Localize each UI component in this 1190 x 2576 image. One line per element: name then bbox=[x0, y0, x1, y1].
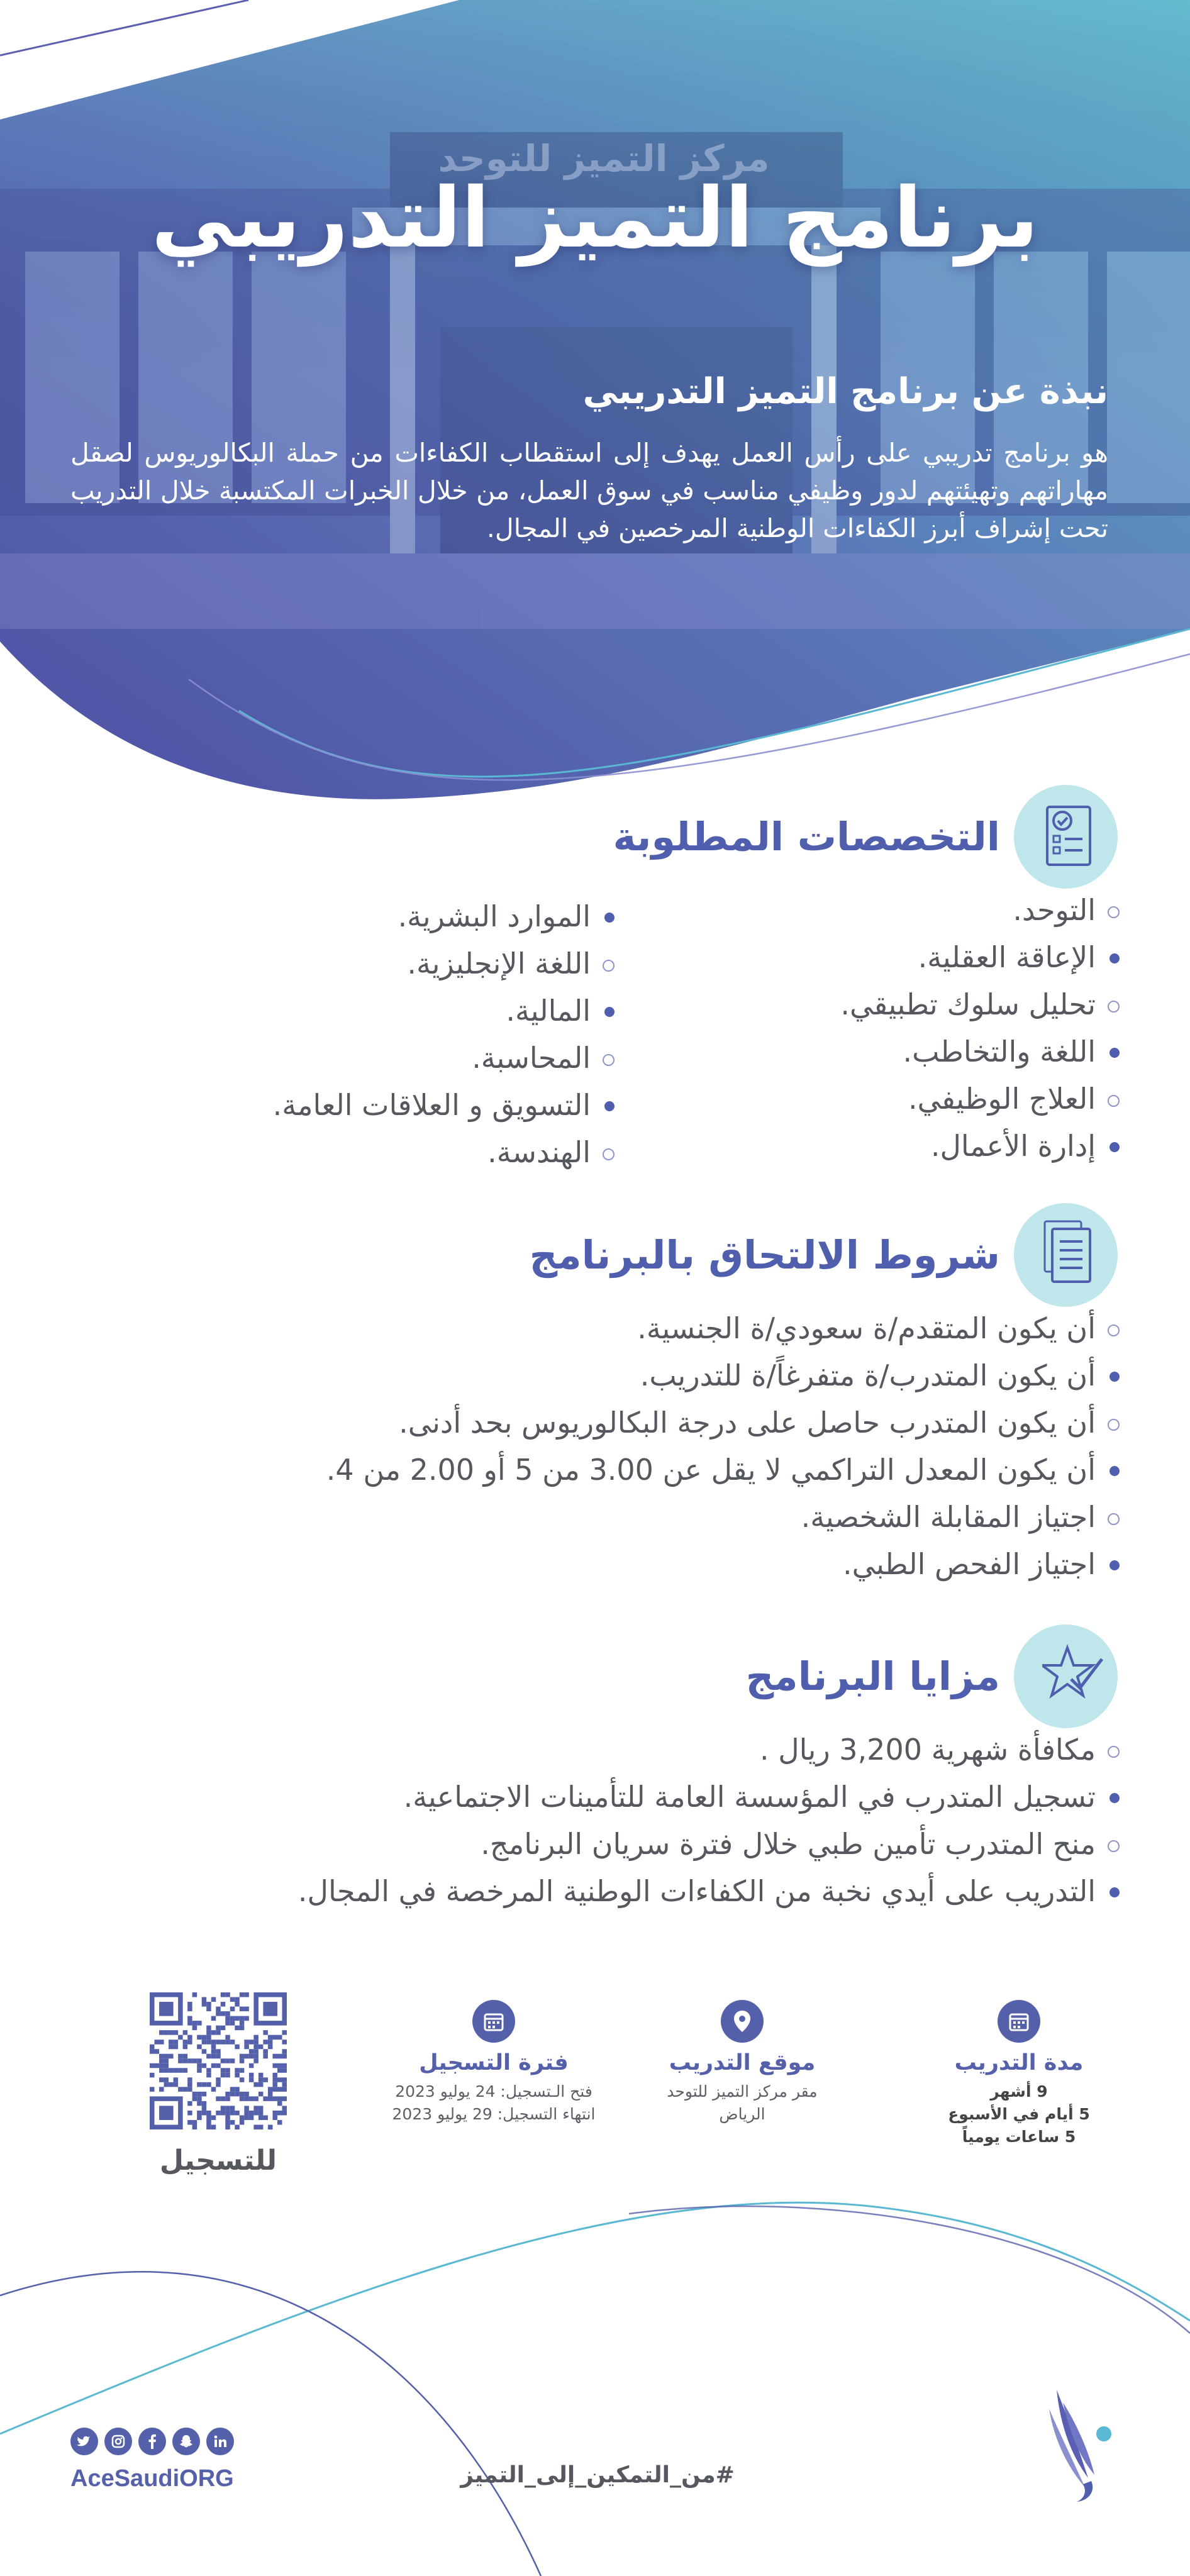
registration-open-date: فتح الـتسجيل: 24 يوليو 2023 bbox=[395, 2082, 592, 2101]
location-pin-icon bbox=[721, 2000, 764, 2043]
list-item: مكافأة شهرية 3,200 ريال . bbox=[298, 1726, 1120, 1774]
about-paragraph: هو برنامج تدريبي على رأس العمل يهدف إلى استقطاب الكفاءات من حملة البكالوريوس لصقل مهاراتهم وتهيئتهم لدور وظيفي مناسب في سوق العمل، من خلال الخبرات المكتسبة خلال التدريب تحت إشراف أبرز الكفاءات الوطنية المرخصين في المجال. bbox=[70, 438, 1108, 543]
benefits-title: مزايا البرنامج bbox=[745, 1653, 1000, 1699]
page-title: برنامج التميز التدريبي bbox=[151, 170, 1039, 267]
list-item: إدارة الأعمال. bbox=[840, 1123, 1120, 1170]
requirements-list bbox=[326, 1305, 1120, 1588]
list-item: التدريب على أيدي نخبة من الكفاءات الوطنية المرخصة في المجال. bbox=[298, 1868, 1120, 1915]
duration-line: 9 أشهر bbox=[990, 2082, 1048, 2101]
list-item: اللغة والتخاطب. bbox=[840, 1028, 1120, 1075]
social-icons bbox=[70, 2428, 234, 2455]
instagram-icon[interactable] bbox=[104, 2428, 132, 2455]
calendar-icon bbox=[998, 2000, 1040, 2043]
list-item: المالية. bbox=[273, 987, 614, 1035]
specialties-right-list bbox=[840, 887, 1120, 1170]
list-item: أن يكون المعدل التراكمي لا يقل عن 3.00 من 5 أو 2.00 من 4. bbox=[326, 1446, 1120, 1494]
list-item: الإعاقة العقلية. bbox=[840, 934, 1120, 981]
duration-title: مدة التدريب bbox=[954, 2050, 1084, 2075]
linkedin-icon[interactable] bbox=[206, 2428, 234, 2455]
list-item: اجتياز الفحص الطبي. bbox=[326, 1541, 1120, 1588]
clipboard-checklist-icon bbox=[1014, 785, 1118, 889]
qr-label: للتسجيل bbox=[159, 2145, 277, 2177]
list-item: منح المتدرب تأمين طبي خلال فترة سريان البرنامج. bbox=[298, 1821, 1120, 1868]
hashtag: #من_التمكين_إلى_التميز bbox=[460, 2462, 735, 2488]
facebook-icon[interactable] bbox=[138, 2428, 166, 2455]
list-item: تسجيل المتدرب في المؤسسة العامة للتأمينات الاجتماعية. bbox=[298, 1774, 1120, 1821]
list-item: أن يكون المتقدم/ة سعودي/ة الجنسية. bbox=[326, 1305, 1120, 1352]
bottom-decoration bbox=[0, 2189, 1190, 2576]
calendar-icon bbox=[472, 2000, 515, 2043]
benefits-header bbox=[746, 1623, 1118, 1729]
benefits-list bbox=[298, 1726, 1120, 1915]
specialties-header bbox=[613, 783, 1118, 890]
star-check-icon bbox=[1014, 1624, 1118, 1728]
registration-close-date: انتهاء التسجيل: 29 يوليو 2023 bbox=[392, 2105, 596, 2123]
registration-title: فترة التسجيل bbox=[419, 2050, 569, 2075]
list-item: التسويق و العلاقات العامة. bbox=[273, 1082, 614, 1129]
social-handle: AceSaudiORG bbox=[70, 2465, 234, 2492]
list-item: الموارد البشرية. bbox=[273, 893, 614, 940]
training-duration bbox=[912, 2000, 1126, 2148]
specialties-title: التخصصات المطلوبة bbox=[613, 813, 1000, 860]
duration-line: 5 ساعات يومياً bbox=[962, 2128, 1076, 2146]
list-item: اللغة الإنجليزية. bbox=[273, 940, 614, 987]
requirements-title: شروط الالتحاق بالبرنامج bbox=[529, 1231, 1000, 1278]
list-item: الهندسة. bbox=[273, 1129, 614, 1176]
duration-line: 5 أيام في الأسبوع bbox=[948, 2105, 1090, 2123]
document-list-icon bbox=[1014, 1203, 1118, 1307]
list-item: تحليل سلوك تطبيقي. bbox=[840, 981, 1120, 1028]
list-item: أن يكون المتدرب حاصل على درجة البكالوريوس بحد أدنى. bbox=[326, 1399, 1120, 1446]
requirements-header bbox=[530, 1201, 1118, 1308]
list-item: العلاج الوظيفي. bbox=[840, 1075, 1120, 1123]
registration-qr-code[interactable] bbox=[150, 1992, 287, 2129]
twitter-icon[interactable] bbox=[70, 2428, 98, 2455]
list-item: التوحد. bbox=[840, 887, 1120, 934]
location-line: الرياض bbox=[719, 2105, 765, 2123]
organization-logo bbox=[1044, 2384, 1120, 2503]
specialties-left-list bbox=[273, 893, 614, 1176]
training-location bbox=[635, 2000, 849, 2126]
location-title: موقع التدريب bbox=[669, 2050, 816, 2075]
list-item: المحاسبة. bbox=[273, 1035, 614, 1082]
list-item: اجتياز المقابلة الشخصية. bbox=[326, 1494, 1120, 1541]
about-heading: نبذة عن برنامج التميز التدريبي bbox=[582, 371, 1108, 412]
snapchat-icon[interactable] bbox=[172, 2428, 200, 2455]
registration-period bbox=[387, 2000, 601, 2126]
list-item: أن يكون المتدرب/ة متفرغاً/ة للتدريب. bbox=[326, 1352, 1120, 1399]
location-line: مقر مركز التميز للتوحد bbox=[667, 2082, 818, 2101]
